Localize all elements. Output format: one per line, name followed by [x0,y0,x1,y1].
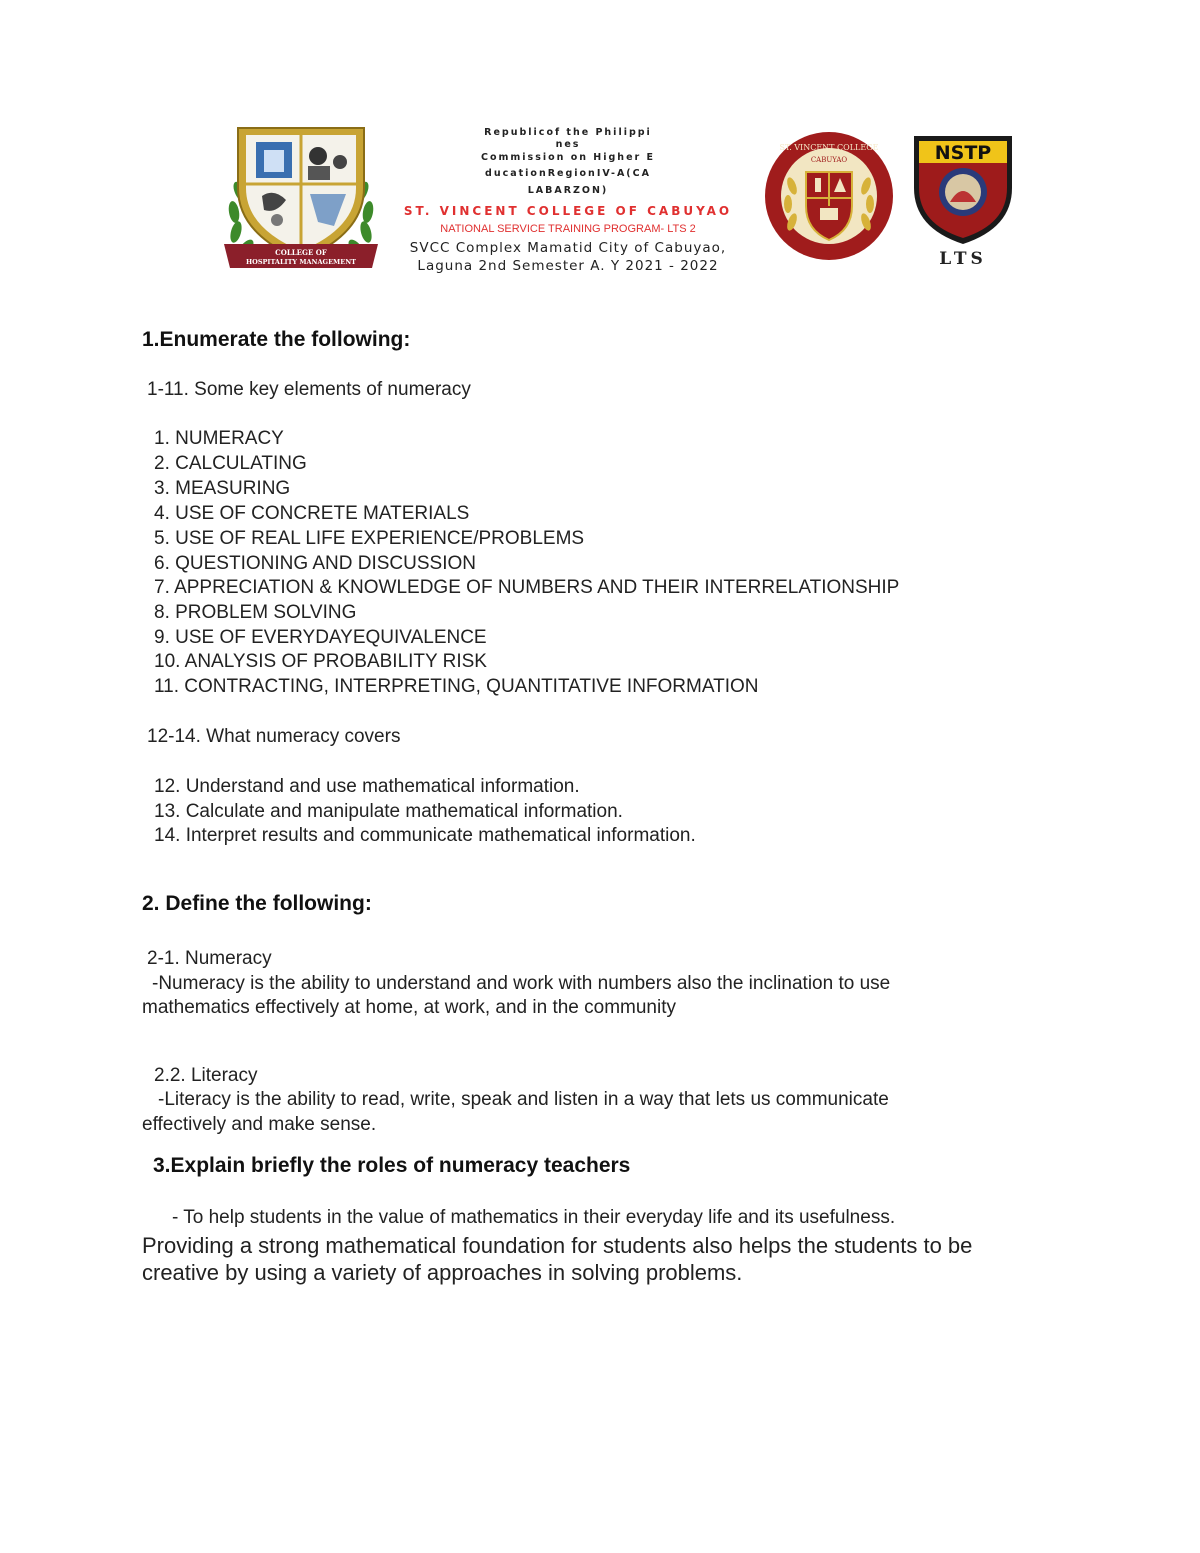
st-vincent-college-seal [764,126,894,268]
answer-line3: creative by using a variety of approaches in solving problems. [142,1260,743,1285]
header-region-line: LABARZON) [527,185,609,196]
section3-heading: 3.Explain briefly the roles of numeracy teachers [153,1154,631,1177]
section1-subheading-2: 12-14. What numeracy covers [147,726,401,747]
header-ched-line1: Commission on Higher E [480,152,655,163]
answer-line2: Providing a strong mathematical foundation for students also helps the students to be [142,1233,973,1258]
header-program: NATIONAL SERVICE TRAINING PROGRAM- LTS 2 [440,223,696,235]
list-item: 7. APPRECIATION & KNOWLEDGE OF NUMBERS AND THEIR INTERRELATIONSHIP [154,577,900,598]
header-college-name: ST. VINCENT COLLEGE OF CABUYAO [403,204,733,218]
svg-text:CABUYAO: CABUYAO [810,156,848,164]
section2-heading: 2. Define the following: [142,892,372,915]
svg-text:ST. VINCENT COLLEGE: ST. VINCENT COLLEGE [779,143,879,152]
list-item: 10. ANALYSIS OF PROBABILITY RISK [154,651,487,672]
list-item: 14. Interpret results and communicate mathematical information. [154,825,696,846]
list-item: 8. PROBLEM SOLVING [154,602,357,623]
list-item: 3. MEASURING [154,478,291,499]
header-ched-line2: ducationRegionIV-A(CA [485,168,651,179]
header-address-line1: SVCC Complex Mamatid City of Cabuyao, [409,240,727,256]
list-item: 5. USE OF REAL LIFE EXPERIENCE/PROBLEMS [154,528,585,549]
nstp-lts-logo [910,132,1016,268]
list-item: 12. Understand and use mathematical information. [154,776,580,797]
svg-text:LTS: LTS [939,249,987,268]
definition-literacy-line1: -Literacy is the ability to read, write, speak and listen in a way that lets us communicate [158,1089,889,1110]
svg-text:1982: 1982 [822,248,836,254]
section1-subheading-1: 1-11. Some key elements of numeracy [147,379,471,400]
section1-heading: 1.Enumerate the following: [142,328,411,351]
list-item: 13. Calculate and manipulate mathematical information. [154,801,623,822]
list-item: 9. USE OF EVERYDAYEQUIVALENCE [154,627,487,648]
list-item: 6. QUESTIONING AND DISCUSSION [154,553,476,574]
answer-line1: - To help students in the value of mathematics in their everyday life and its usefulness. [172,1207,896,1228]
definition-numeracy-line1: -Numeracy is the ability to understand and work with numbers also the inclination to use [152,973,891,994]
list-item: 1. NUMERACY [154,428,284,449]
svg-text:COLLEGE OF: COLLEGE OF [275,248,327,257]
term-literacy: 2.2. Literacy [154,1065,258,1086]
list-item: 4. USE OF CONCRETE MATERIALS [154,503,470,524]
definition-numeracy-line2: mathematics effectively at home, at work, and in the community [142,997,676,1018]
definition-literacy-line2: effectively and make sense. [142,1114,377,1135]
svg-text:NSTP: NSTP [934,142,992,164]
list-item: 2. CALCULATING [154,453,307,474]
svg-text:HOSPITALITY MANAGEMENT: HOSPITALITY MANAGEMENT [246,258,356,266]
term-numeracy: 2-1. Numeracy [147,948,272,969]
list-item: 11. CONTRACTING, INTERPRETING, QUANTITATIVE INFORMATION [154,676,759,697]
header-republic-line2: nes [555,139,581,150]
header-republic-line1: Republicof the Philippi [484,127,652,138]
header-address-line2: Laguna 2nd Semester A. Y 2021 - 2022 [417,258,719,274]
hospitality-management-logo [222,122,380,278]
